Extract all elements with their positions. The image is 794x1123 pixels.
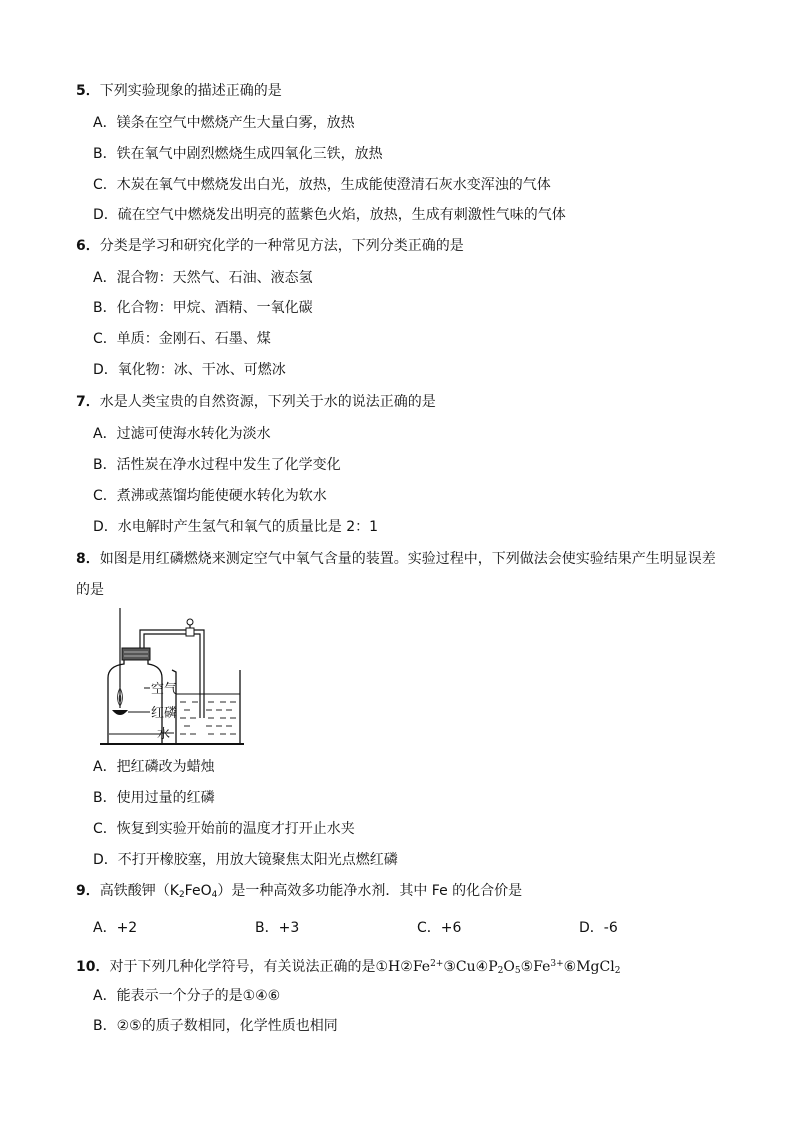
question-10 <box>76 954 620 981</box>
question-stem: 如图是用红磷燃烧来测定空气中氧气含量的装置。实验过程中，下列做法会使实验结果产生明显误差 <box>99 551 716 567</box>
label-air: 空气 <box>151 682 178 697</box>
apparatus-diagram <box>96 608 256 754</box>
option-a: A．镁条在空气中燃烧产生大量白雾，放热 <box>93 115 355 131</box>
question-5 <box>76 81 282 101</box>
question-number: 6． <box>76 238 100 254</box>
option-b: B．+3 <box>255 920 300 936</box>
option-a: A．过滤可使海水转化为淡水 <box>93 426 271 442</box>
apparatus-illustration <box>96 608 256 750</box>
question-number: 9． <box>76 883 100 899</box>
option-b: B．使用过量的红磷 <box>93 790 215 806</box>
option-d: D．硫在空气中燃烧发出明亮的蓝紫色火焰，放热，生成有刺激性气味的气体 <box>93 207 566 223</box>
option-c: C．+6 <box>417 920 462 936</box>
option-a: A．混合物：天然气、石油、液态氢 <box>93 270 313 286</box>
question-number: 7． <box>76 394 100 410</box>
question-number: 5． <box>76 83 100 99</box>
option-c: C．恢复到实验开始前的温度才打开止水夹 <box>93 821 355 837</box>
question-number: 10． <box>76 959 110 975</box>
label-water: 水 <box>157 727 171 742</box>
option-a: A．能表示一个分子的是①④⑥ <box>93 988 281 1004</box>
question-stem: 水是人类宝贵的自然资源，下列关于水的说法正确的是 <box>99 394 436 410</box>
option-b: B．②⑤的质子数相同，化学性质也相同 <box>93 1018 338 1034</box>
question-stem: 分类是学习和研究化学的一种常见方法，下列分类正确的是 <box>99 238 464 254</box>
option-d: D．-6 <box>579 920 618 936</box>
option-a: A．把红磷改为蜡烛 <box>93 759 215 775</box>
option-a: A．+2 <box>93 920 138 936</box>
question-8 <box>76 549 716 569</box>
question-6 <box>76 236 464 256</box>
option-b: B．化合物：甲烷、酒精、一氧化碳 <box>93 300 313 316</box>
question-7 <box>76 392 436 412</box>
option-d: D．不打开橡胶塞，用放大镜聚焦太阳光点燃红磷 <box>93 852 398 868</box>
option-c: C．木炭在氧气中燃烧发出白光，放热，生成能使澄清石灰水变浑浊的气体 <box>93 177 551 193</box>
option-c: C．单质：金刚石、石墨、煤 <box>93 331 271 347</box>
question-9: 9．高铁酸钾$(K_2FeO_4)$是一种高效多功能净水剂．其中 Fe 的化合价是 <box>76 883 523 900</box>
question-stem: 对于下列几种化学符号，有关说法正确的是 <box>109 959 376 975</box>
question-stem-continued: 的是 <box>76 582 104 598</box>
question-stem: 下列实验现象的描述正确的是 <box>99 83 282 99</box>
option-b: B．铁在氧气中剧烈燃烧生成四氧化三铁，放热 <box>93 146 383 162</box>
symbol-list: $①H②Fe^{2+}③Cu④P_2O_5⑤Fe^{3+}⑥MgCl_2$ <box>375 959 621 976</box>
option-d: D．水电解时产生氢气和氧气的质量比是 2：1 <box>93 519 379 535</box>
question-number: 8． <box>76 551 100 567</box>
option-c: C．煮沸或蒸馏均能使硬水转化为软水 <box>93 488 327 504</box>
label-red-phosphorus: 红磷 <box>151 706 178 721</box>
option-b: B．活性炭在净水过程中发生了化学变化 <box>93 457 341 473</box>
option-d: D．氧化物：冰、干冰、可燃冰 <box>93 362 286 378</box>
